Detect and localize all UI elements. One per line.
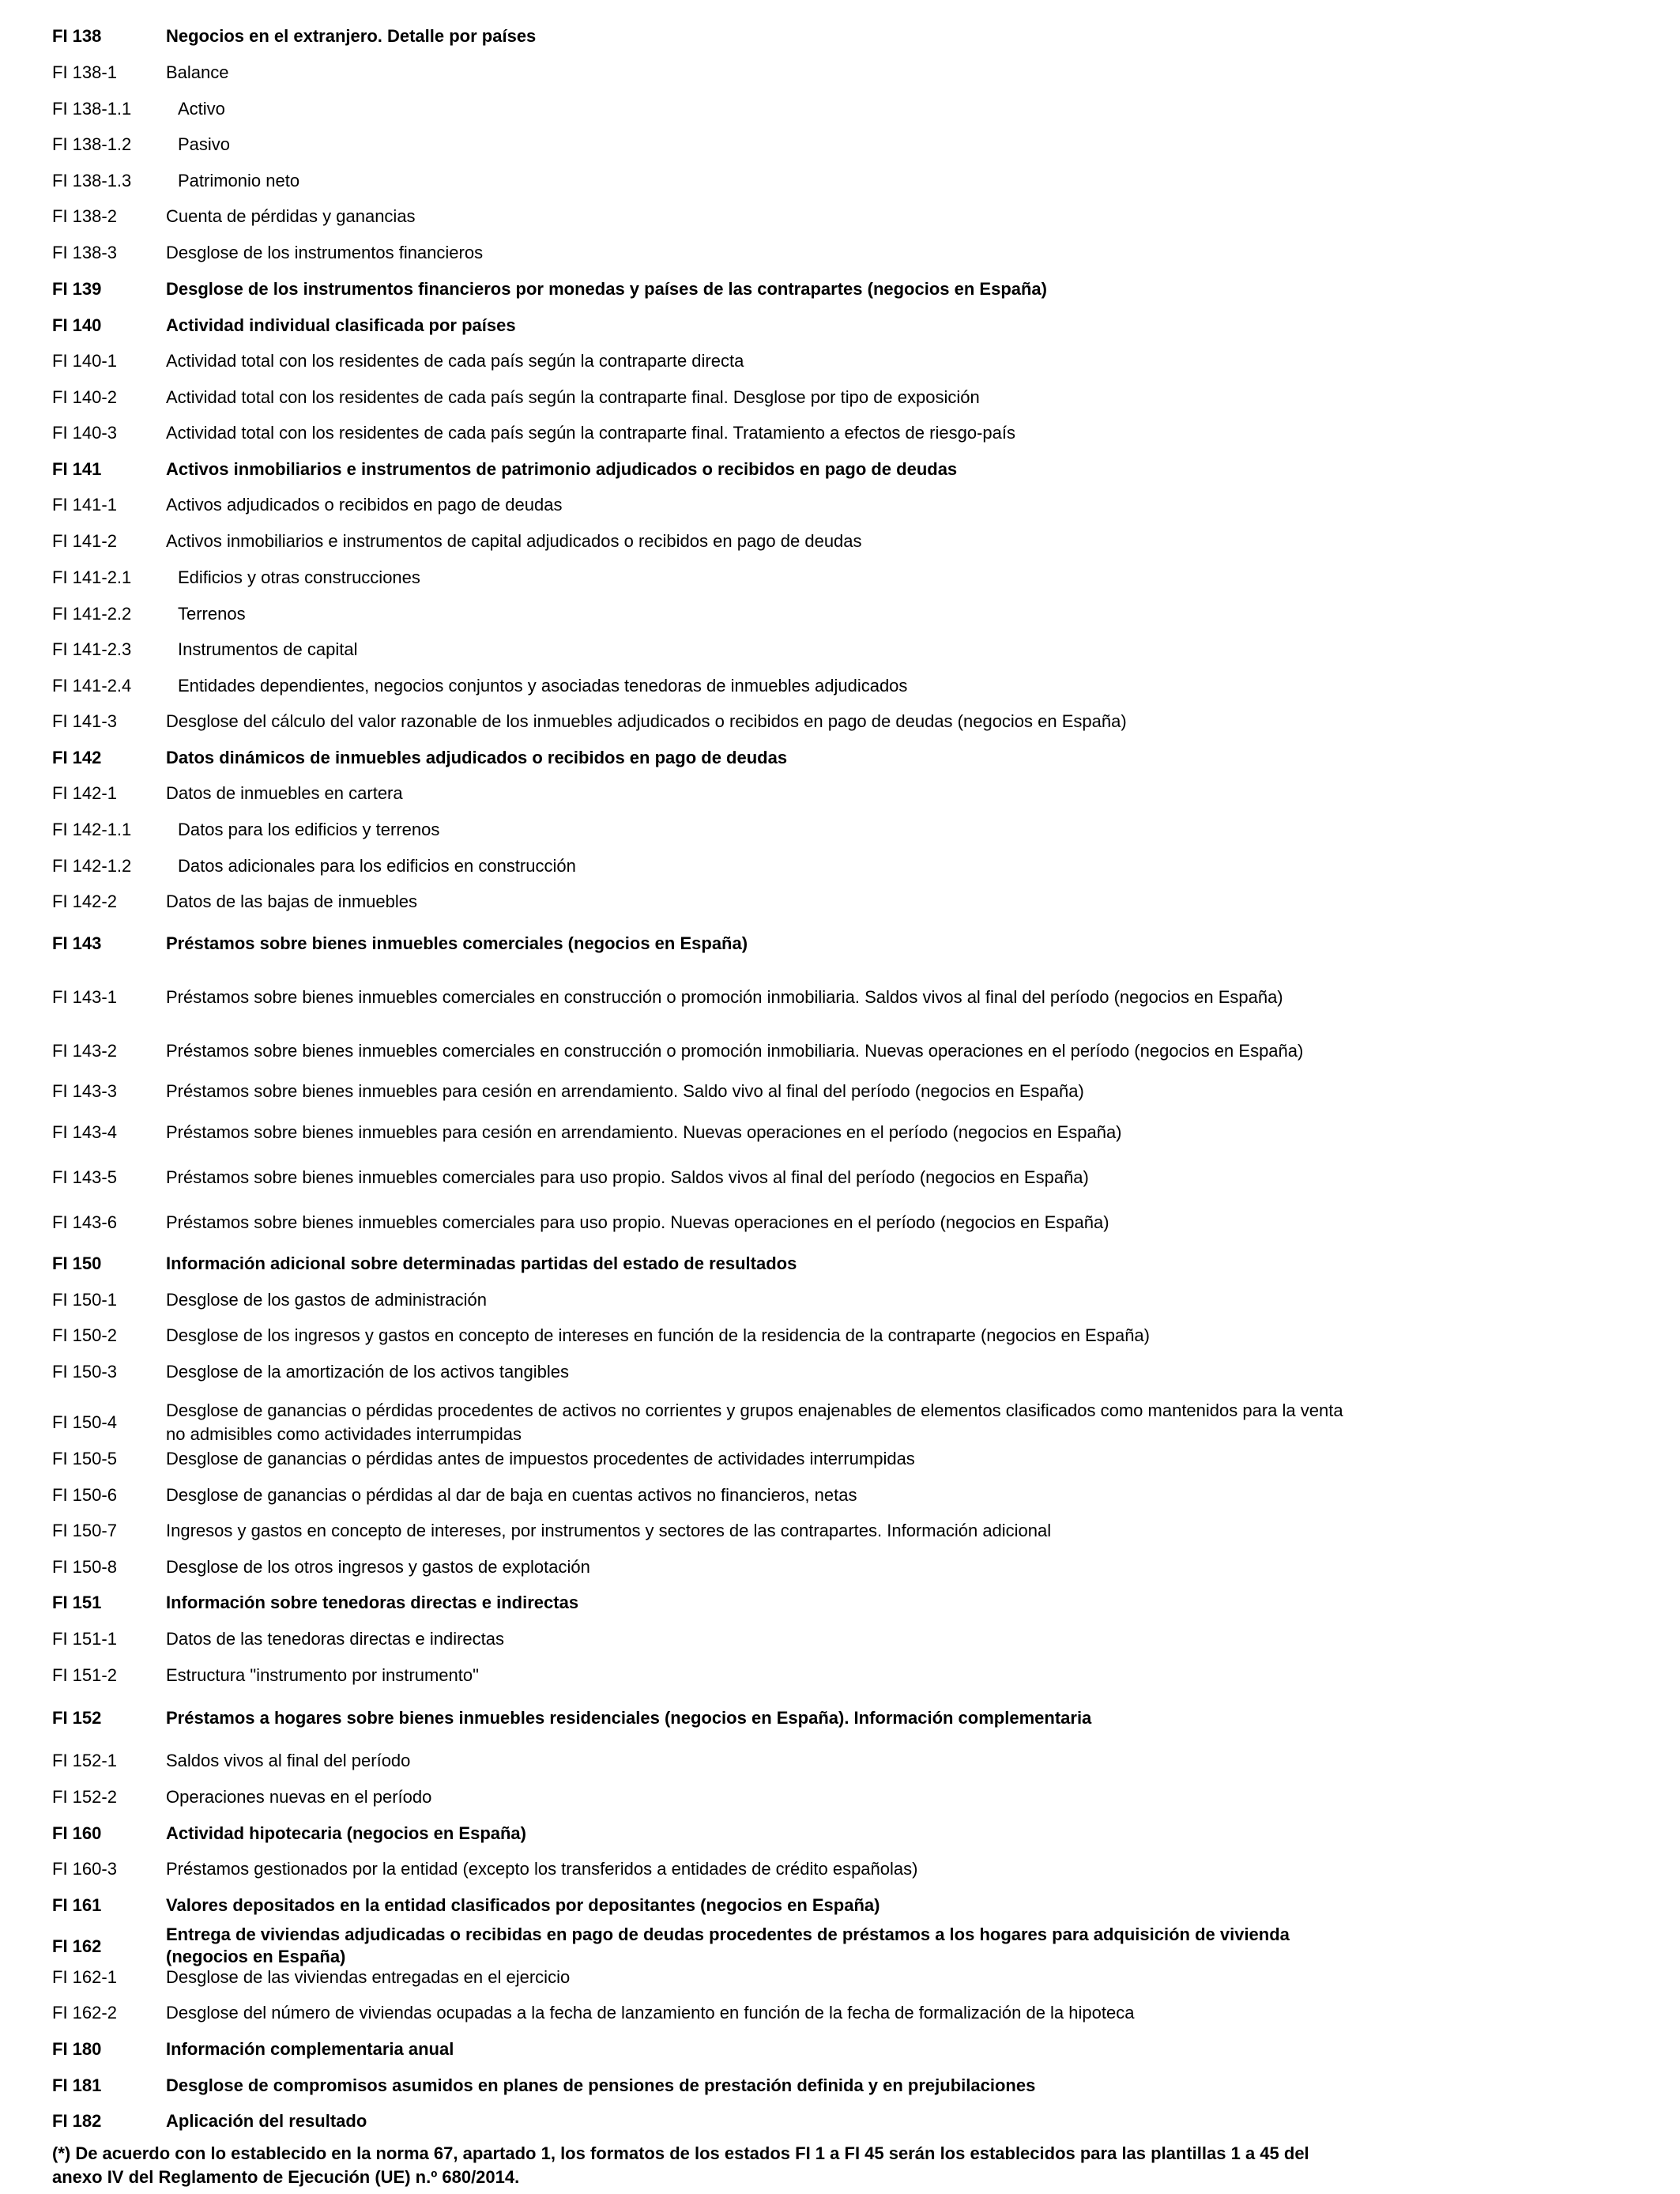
- row-title: Información complementaria anual: [166, 2039, 454, 2059]
- row-title: Negocios en el extranjero. Detalle por países: [166, 26, 537, 46]
- row-title: Préstamos sobre bienes inmuebles comerciales en construcción o promoción inmobiliaria. Saldos vivos al final del período (negocios en España): [166, 987, 1283, 1007]
- row-code: FI 142-1.1: [52, 820, 132, 839]
- row-code: FI 143-5: [52, 1167, 117, 1187]
- row-code: FI 140-2: [52, 387, 117, 407]
- row-title: Patrimonio neto: [178, 171, 300, 190]
- row-title: Información sobre tenedoras directas e indirectas: [166, 1593, 579, 1612]
- row-code: FI 141-2.3: [52, 639, 132, 659]
- row-code: FI 150-7: [52, 1521, 117, 1540]
- row-title: Actividad total con los residentes de cada país según la contraparte directa: [166, 351, 744, 371]
- row-code: FI 138: [52, 26, 102, 46]
- row-title: Préstamos sobre bienes inmuebles comerciales en construcción o promoción inmobiliaria. Nuevas operaciones en el período (negocios en España): [166, 1041, 1304, 1061]
- row-title: Desglose de ganancias o pérdidas procedentes de activos no corrientes y grupos enajenables de elementos clasificados como mantenidos para la venta no admisibles como actividades interrumpidas: [166, 1400, 1343, 1444]
- row-code: FI 141: [52, 459, 102, 479]
- row-title: Préstamos sobre bienes inmuebles comerciales (negocios en España): [166, 933, 748, 953]
- row-title: Saldos vivos al final del período: [166, 1751, 411, 1770]
- row-code: FI 151: [52, 1593, 102, 1612]
- row-title: Operaciones nuevas en el período: [166, 1787, 432, 1807]
- row-code: FI 138-1.1: [52, 99, 132, 119]
- row-code: FI 143-1: [52, 987, 117, 1007]
- row-title: Edificios y otras construcciones: [178, 567, 420, 587]
- row-code: FI 138-1: [52, 62, 117, 82]
- row-title: Desglose de los gastos de administración: [166, 1290, 488, 1310]
- row-code: FI 142-1: [52, 783, 117, 803]
- row-title: Actividad total con los residentes de cada país según la contraparte final. Desglose por tipo de exposición: [166, 387, 980, 407]
- row-code: FI 138-2: [52, 206, 117, 226]
- row-code: FI 151-1: [52, 1629, 117, 1649]
- row-code: FI 150-3: [52, 1362, 117, 1382]
- row-title: Activos inmobiliarios e instrumentos de capital adjudicados o recibidos en pago de deudas: [166, 531, 862, 551]
- row-code: FI 141-2.2: [52, 604, 132, 624]
- row-code: FI 150-5: [52, 1449, 117, 1468]
- row-title: Desglose del cálculo del valor razonable de los inmuebles adjudicados o recibidos en pago de deudas (negocios en España): [166, 711, 1127, 731]
- row-title: Desglose de ganancias o pérdidas al dar de baja en cuentas activos no financieros, netas: [166, 1485, 857, 1505]
- row-title: Datos para los edificios y terrenos: [178, 820, 440, 839]
- row-code: FI 139: [52, 279, 102, 299]
- row-code: FI 160: [52, 1823, 102, 1843]
- row-code: FI 142-1.2: [52, 856, 132, 876]
- row-code: FI 162-1: [52, 1967, 117, 1987]
- row-title: Instrumentos de capital: [178, 639, 358, 659]
- row-title: Valores depositados en la entidad clasificados por depositantes (negocios en España): [166, 1895, 880, 1915]
- row-code: FI 182: [52, 2111, 102, 2131]
- row-title: Desglose de ganancias o pérdidas antes de impuestos procedentes de actividades interrumpidas: [166, 1449, 915, 1468]
- row-title: Préstamos gestionados por la entidad (excepto los transferidos a entidades de crédito españolas): [166, 1859, 918, 1879]
- row-title: Terrenos: [178, 604, 246, 624]
- row-code: FI 151-2: [52, 1665, 117, 1685]
- row-title: Entidades dependientes, negocios conjuntos y asociadas tenedoras de inmuebles adjudicados: [178, 676, 908, 696]
- row-title: Actividad total con los residentes de cada país según la contraparte final. Tratamiento a efectos de riesgo-país: [166, 423, 1015, 443]
- row-title: Desglose de los instrumentos financieros: [166, 243, 484, 262]
- row-code: FI 152: [52, 1708, 102, 1728]
- row-title: Datos dinámicos de inmuebles adjudicados o recibidos en pago de deudas: [166, 748, 788, 767]
- row-code: FI 143-3: [52, 1081, 117, 1101]
- row-title: Desglose de los otros ingresos y gastos de explotación: [166, 1557, 590, 1577]
- row-code: FI 150: [52, 1253, 102, 1273]
- row-code: FI 141-2.1: [52, 567, 132, 587]
- row-code: FI 143-6: [52, 1212, 117, 1232]
- row-title: Desglose de las viviendas entregadas en el ejercicio: [166, 1967, 571, 1987]
- footnote: (*) De acuerdo con lo establecido en la norma 67, apartado 1, los formatos de los estados FI 1 a FI 45 serán los establecidos para las plantillas 1 a 45 del anexo IV del Reglamento de Ejecución (UE) n.º 680/2014.: [52, 2143, 1309, 2187]
- row-code: FI 141-3: [52, 711, 117, 731]
- row-title: Datos de las tenedoras directas e indirectas: [166, 1629, 505, 1649]
- row-code: FI 140-1: [52, 351, 117, 371]
- row-code: FI 162-2: [52, 2003, 117, 2022]
- row-title: Activos inmobiliarios e instrumentos de patrimonio adjudicados o recibidos en pago de deudas: [166, 459, 958, 479]
- row-code: FI 150-1: [52, 1290, 117, 1310]
- row-code: FI 181: [52, 2075, 102, 2095]
- row-code: FI 143-2: [52, 1041, 117, 1061]
- row-title: Préstamos sobre bienes inmuebles comerciales para uso propio. Nuevas operaciones en el período (negocios en España): [166, 1212, 1109, 1232]
- row-title: Cuenta de pérdidas y ganancias: [166, 206, 416, 226]
- row-code: FI 140-3: [52, 423, 117, 443]
- row-title: Entrega de viviendas adjudicadas o recibidas en pago de deudas procedentes de préstamos a los hogares para adquisición de vivienda (negocios en España): [166, 1924, 1290, 1966]
- row-code: FI 138-3: [52, 243, 117, 262]
- row-code: FI 152-1: [52, 1751, 117, 1770]
- row-title: Información adicional sobre determinadas partidas del estado de resultados: [166, 1253, 797, 1273]
- row-title: Pasivo: [178, 134, 231, 154]
- row-code: FI 180: [52, 2039, 102, 2059]
- row-title: Datos adicionales para los edificios en construcción: [178, 856, 576, 876]
- row-title: Ingresos y gastos en concepto de intereses, por instrumentos y sectores de las contrapartes. Información adicional: [166, 1521, 1052, 1540]
- row-code: FI 140: [52, 315, 102, 335]
- row-title: Estructura "instrumento por instrumento": [166, 1665, 479, 1685]
- row-title: Datos de las bajas de inmuebles: [166, 892, 417, 911]
- row-code: FI 162: [52, 1936, 102, 1956]
- row-code: FI 143-4: [52, 1122, 117, 1142]
- row-code: FI 150-4: [52, 1412, 117, 1432]
- row-code: FI 150-8: [52, 1557, 117, 1577]
- row-title: Actividad individual clasificada por países: [166, 315, 516, 335]
- row-title: Activos adjudicados o recibidos en pago de deudas: [166, 495, 563, 515]
- row-code: FI 142-2: [52, 892, 117, 911]
- row-code: FI 141-2: [52, 531, 117, 551]
- row-title: Desglose de la amortización de los activos tangibles: [166, 1362, 569, 1382]
- row-title: Desglose del número de viviendas ocupadas a la fecha de lanzamiento en función de la fecha de formalización de la hipoteca: [166, 2003, 1135, 2022]
- row-code: FI 138-1.3: [52, 171, 132, 190]
- row-code: FI 150-6: [52, 1485, 117, 1505]
- row-code: FI 138-1.2: [52, 134, 132, 154]
- row-title: Aplicación del resultado: [166, 2111, 367, 2131]
- row-code: FI 143: [52, 933, 102, 953]
- row-code: FI 152-2: [52, 1787, 117, 1807]
- row-code: FI 160-3: [52, 1859, 117, 1879]
- row-title: Desglose de los instrumentos financieros por monedas y países de las contrapartes (negocios en España): [166, 279, 1047, 299]
- row-code: FI 142: [52, 748, 102, 767]
- row-title: Préstamos a hogares sobre bienes inmuebles residenciales (negocios en España). Información complementaria: [166, 1708, 1092, 1728]
- row-title: Desglose de los ingresos y gastos en concepto de intereses en función de la residencia de la contraparte (negocios en España): [166, 1325, 1150, 1345]
- row-title: Préstamos sobre bienes inmuebles para cesión en arrendamiento. Nuevas operaciones en el período (negocios en España): [166, 1122, 1122, 1142]
- row-title: Actividad hipotecaria (negocios en España): [166, 1823, 526, 1843]
- row-title: Balance: [166, 62, 229, 82]
- row-code: FI 141-2.4: [52, 676, 132, 696]
- row-code: FI 141-1: [52, 495, 117, 515]
- row-title: Activo: [178, 99, 225, 119]
- row-code: FI 150-2: [52, 1325, 117, 1345]
- row-code: FI 161: [52, 1895, 102, 1915]
- row-title: Datos de inmuebles en cartera: [166, 783, 403, 803]
- row-title: Desglose de compromisos asumidos en planes de pensiones de prestación definida y en prejubilaciones: [166, 2075, 1036, 2095]
- row-title: Préstamos sobre bienes inmuebles comerciales para uso propio. Saldos vivos al final del período (negocios en España): [166, 1167, 1089, 1187]
- row-title: Préstamos sobre bienes inmuebles para cesión en arrendamiento. Saldo vivo al final del período (negocios en España): [166, 1081, 1084, 1101]
